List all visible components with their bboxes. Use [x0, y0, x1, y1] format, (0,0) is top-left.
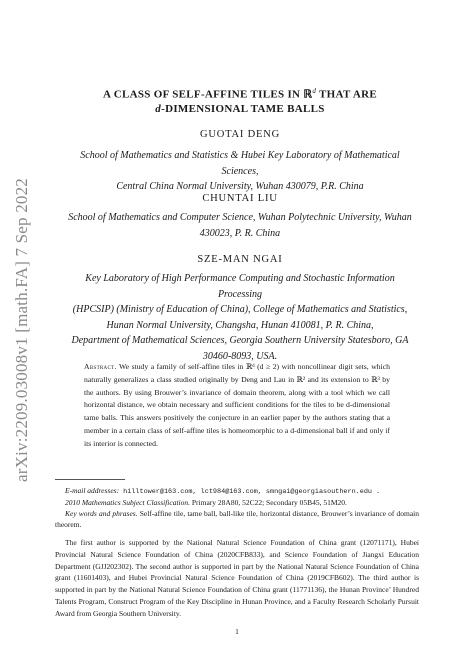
author-name-3: SZE-MAN NGAI — [197, 254, 283, 265]
author-name-1: GUOTAI DENG — [200, 129, 280, 140]
author-affiliation-3: Key Laboratory of High Performance Computing and Stochastic Information Processing (HPCSIP) (Ministry of Education of China), College of Mathematics and Statistics, Hunan Normal University, Changsha, Hunan 410081, P. R. China, Department of Mathematical Sciences, Georgia Southern University Statesboro, GA 30460-8093, USA. — [71, 273, 409, 362]
keywords-footnote: Key words and phrases. Self-affine tile, tame ball, ball-like tile, horizontal distance, Brouwer’s invariance of domain theorem. — [55, 509, 419, 530]
msc-footnote: 2010 Mathematics Subject Classification. Primary 28A80, 52C22; Secondary 05B45, 51M20. — [65, 498, 347, 507]
abstract — [84, 361, 390, 451]
email-footnote: E-mail addresses: hilltower@163.com, lct984@163.com, smngai@georgiasouthern.edu . — [65, 486, 381, 496]
footnote-rule — [55, 479, 125, 480]
title-line-1: A CLASS OF SELF-AFFINE TILES IN ℝ$^d$ THAT ARE — [103, 87, 377, 101]
email-addresses: hilltower@163.com, lct984@163.com, smngai@georgiasouthern.edu . — [119, 488, 381, 496]
title-line-2: d-DIMENSIONAL TAME BALLS — [155, 102, 325, 115]
paper-title — [60, 84, 420, 116]
abstract-label: Abstract. — [84, 362, 117, 371]
author-name-2: CHUNTAI LIU — [202, 193, 278, 204]
arxiv-stamp-text: arXiv:2209.03008v1 [math.FA] 7 Sep 2022 — [12, 177, 32, 483]
page-number: 1 — [235, 627, 239, 636]
funding-footnote: The first author is supported by the National Natural Science Foundation of China grant (12071171), Hubei Provincial Natural Science Foundation of China (2020CFB833), and Science Foundation of Jiangxi Education Department (GJJ202302). The second author is supported in part by the National Natural Science Foundation of China grant (11601403), and Hubei Provincial Natural Science Foundation of China (2019CFB602). The third author is supported in part by the National Natural Science Foundation of China grant (11771136), the Hunan Province’ Hundred Talents Program, Construct Program of the Key Discipline in Hunan Province, and a Faculty Research Scholarly Pursuit Award from Georgia Southern University. — [55, 538, 419, 618]
arxiv-stamp — [0, 150, 44, 510]
author-affiliation-2: School of Mathematics and Computer Science, Wuhan Polytechnic University, Wuhan 430023, P. R. China — [68, 212, 412, 239]
abstract-text: We study a family of self-affine tiles in ℝᵈ (d ≥ 2) with noncollinear digit sets, which naturally generalizes a class studied originally by Deng and Lau in ℝ² and its extension to ℝ³ by the authors. By using Brouwer’s invariance of domain theorem, along with a tool which we call horizontal distance, we obtain necessary and sufficient conditions for the tiles to be d-dimensional tame balls. This answers positively the conjecture in an earlier paper by the authors stating that a member in a certain class of self-affine tiles is homeomorphic to a d-dimensional ball if and only if its interior is connected. — [84, 362, 390, 448]
author-affiliation-1: School of Mathematics and Statistics & Hubei Key Laboratory of Mathematical Sciences, Central China Normal University, Wuhan 430079, P.R. China — [80, 150, 400, 192]
